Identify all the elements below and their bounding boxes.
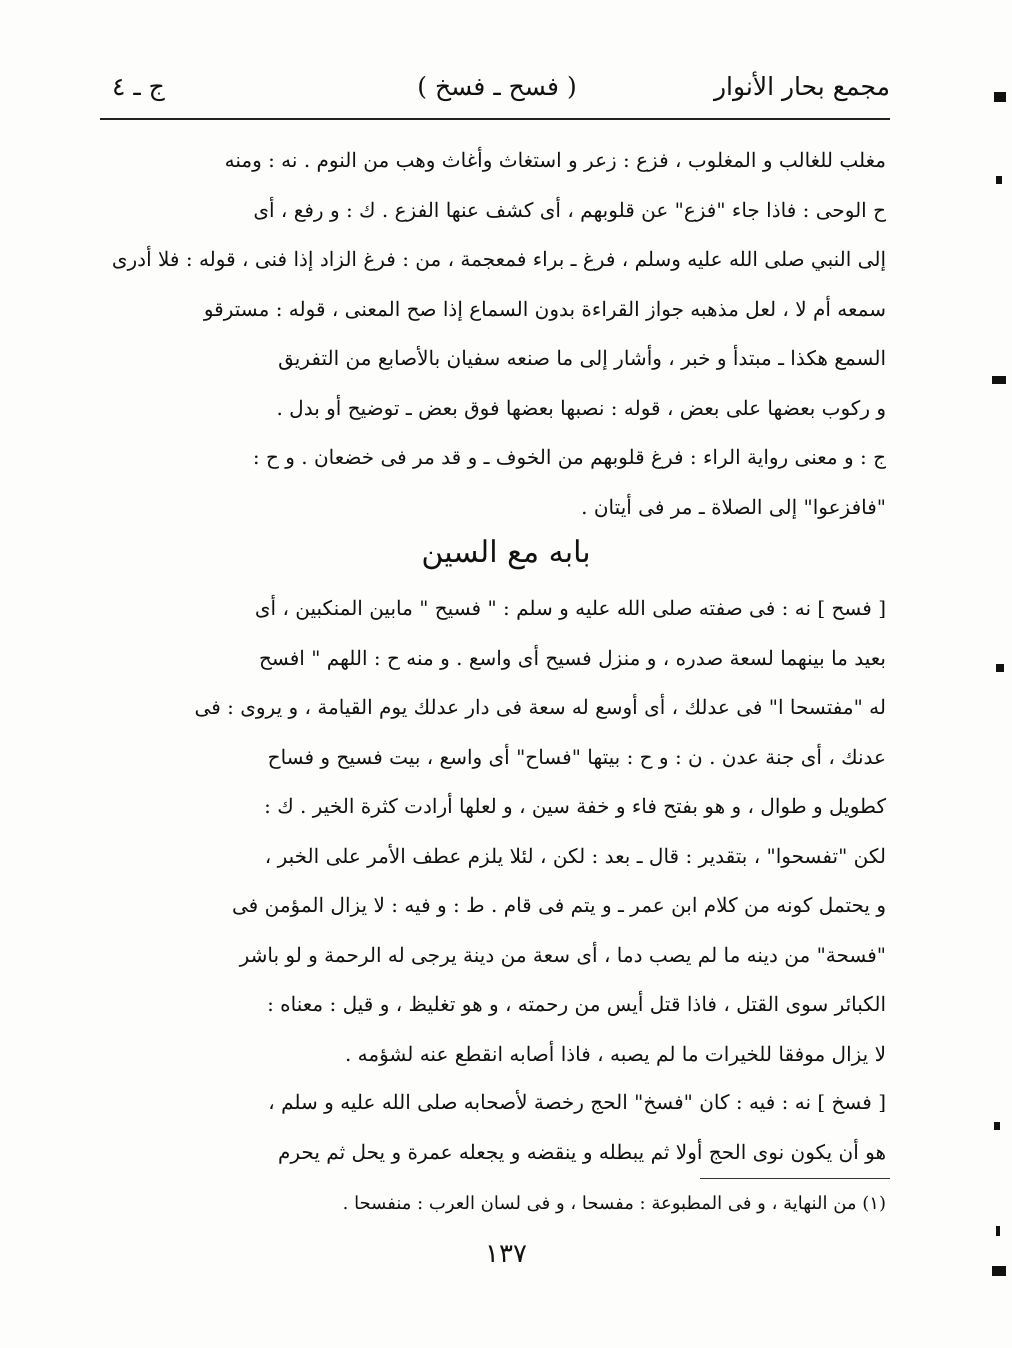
scan-mark [996, 1226, 1000, 1236]
text-line: ج : و معنى رواية الراء : فرغ قلوبهم من الخوف ـ و قد مر فى خضعان . و ح : [252, 445, 886, 469]
volume-label: ج ـ ٤ [112, 72, 165, 101]
footnote-rule [700, 1178, 890, 1179]
text-line: لا يزال موفقا للخيرات ما لم يصبه ، فاذا أصابه انقطع عنه لشؤمه . [344, 1041, 886, 1066]
text-line: له "مفتسحا ا" فى عدلك ، أى أوسع له سعة فى دار عدلك يوم القيامة ، و يروى : فى [194, 695, 886, 719]
text-line: هو أن يكون نوى الحج أولا ثم يبطله و ينقضه و يجعله عمرة و يحل ثم يحرم [278, 1139, 886, 1164]
entry-block-fazaa [108, 136, 886, 532]
book-title: مجمع بحار الأنوار [713, 72, 890, 101]
text-line: و ركوب بعضها على بعض ، قوله : نصبها بعضها فوق بعض ـ توضيح أو بدل . [276, 395, 886, 420]
text-line: ح الوحى : فاذا جاء "فزع" عن قلوبهم ، أى كشف عنها الفزع . ك : و رفع ، أى [253, 197, 886, 222]
scan-mark [996, 664, 1004, 672]
header-rule [100, 118, 890, 120]
text-line: [ فسخ ] نه : فيه : كان "فسخ" الحج رخصة لأصحابه صلى الله عليه و سلم ، [268, 1090, 886, 1114]
text-line: مغلب للغالب و المغلوب ، فزع : زعر و استغاث وأغاث وهب من النوم . نه : ومنه [224, 148, 886, 172]
page-number: ١٣٧ [485, 1239, 527, 1269]
text-line: [ فسح ] نه : فى صفته صلى الله عليه و سلم : " فسيح " مابين المنكبين ، أى [254, 596, 886, 620]
text-line: السمع هكذا ـ مبتدأ و خبر ، وأشار إلى ما صنعه سفيان بالأصابع من التفريق [278, 346, 886, 370]
text-line: سمعه أم لا ، لعل مذهبه جواز القراءة بدون السماع إذا صح المعنى ، قوله : مسترقو [203, 296, 886, 321]
text-line: إلى النبي صلى الله عليه وسلم ، فرغ ـ براء فمعجمة ، من : فرغ الزاد إذا فنى ، قوله : فلا أدرى [111, 247, 886, 271]
text-line: "فافزعوا" إلى الصلاة ـ مر فى أيتان . [581, 494, 886, 519]
scan-mark [992, 1266, 1006, 1276]
scan-mark [994, 92, 1006, 102]
text-line: الكبائر سوى القتل ، فاذا قتل أيس من رحمته ، و هو تغليظ ، و قيل : معناه : [267, 992, 886, 1016]
text-line: بعيد ما بينهما لسعة صدره ، و منزل فسيح أى واسع . و منه ح : اللهم " افسح [258, 645, 886, 670]
scan-mark [992, 376, 1006, 384]
scan-mark [996, 176, 1002, 184]
running-header [104, 62, 890, 108]
scan-mark [994, 1122, 1000, 1130]
text-line: و يحتمل كونه من كلام ابن عمر ـ و يتم فى قام . ط : و فيه : لا يزال المؤمن فى [232, 893, 886, 917]
entry-block-fasaha [108, 584, 886, 1079]
entry-block-fasakha [108, 1078, 886, 1177]
text-line: "فسحة" من دينه ما لم يصب دما ، أى سعة من دينة يرجى له الرحمة و لو باشر [239, 942, 886, 967]
section-range: ( فسح ـ فسخ ) [417, 72, 577, 101]
text-line: لكن "تفسحوا" ، بتقدير : قال ـ بعد : لكن ، لئلا يلزم عطف الأمر على الخبر ، [264, 843, 886, 868]
text-line: عدنك ، أى جنة عدن . ن : و ح : بيتها "فساح" أى واسع ، بيت فسيح و فساح [267, 744, 886, 769]
footnote: (١) من النهاية ، و فى المطبوعة : مفسحا ، و فى لسان العرب : منفسحا . [342, 1193, 886, 1214]
text-line: كطويل و طوال ، و هو بفتح فاء و خفة سين ، و لعلها أرادت كثرة الخير . ك : [264, 794, 886, 818]
section-heading: بابه مع السين [421, 535, 591, 570]
